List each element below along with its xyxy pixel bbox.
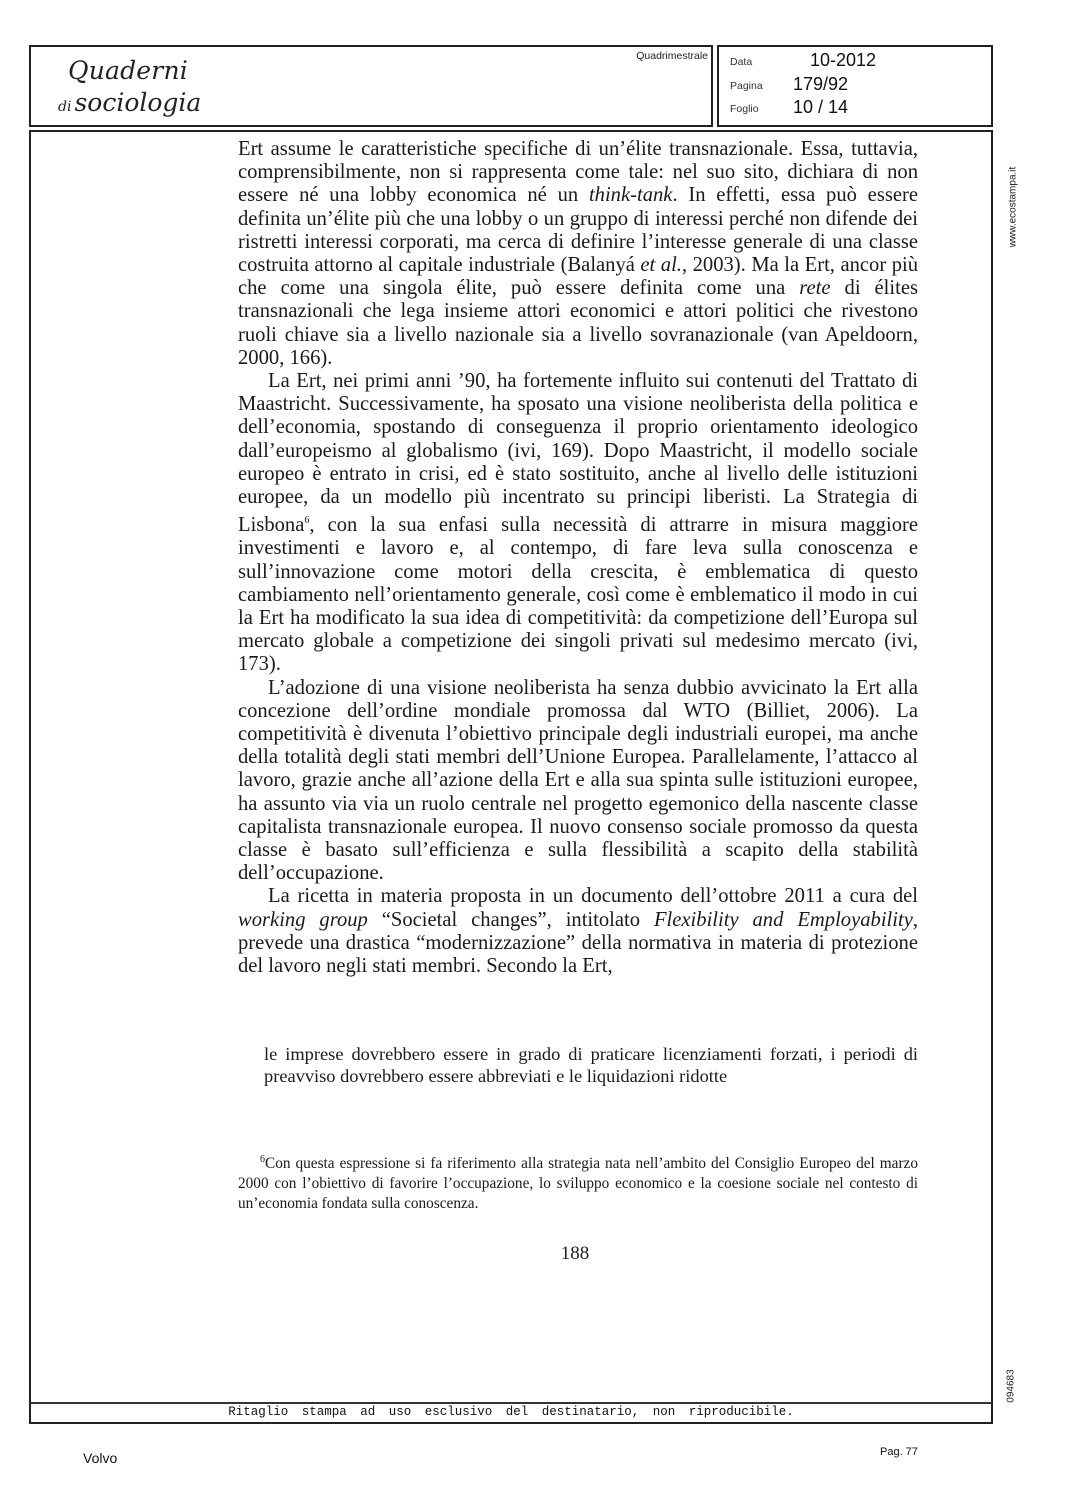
meta-pagina-label: Pagina	[730, 80, 763, 92]
p4-text-c: , prevede una drastica “modernizzazione” della normativa in materia di protezione del lavoro negli stati membri. Secondo la Ert,	[238, 908, 918, 977]
p4-text-a: La ricetta in materia proposta in un documento dell’ottobre 2011 a cura del	[268, 885, 918, 908]
meta-foglio-value: 10 / 14	[793, 97, 849, 117]
meta-pagina-value: 179/92	[793, 74, 849, 94]
p2-text-b: , con la sua enfasi sulla necessità di attrarre in misura maggiore investimenti e lavoro e, al contempo, di fare leva sulla conoscenza e sull’innovazione come motori della crescita, è emblematica di questo cambiamento nell’orientamento generale, così come è emblematico il modo in cui la Ert ha modificato la sua idea di competitività: da competizione dell’Europa sul mercato globale a competizione dei singoli privati sul medesimo mercato (ivi, 173).	[238, 514, 918, 676]
side-code-text: 094683	[1005, 1369, 1017, 1403]
magazine-title-line2	[58, 88, 201, 117]
page-number: 188	[560, 1243, 590, 1264]
p1-italic-et-al: et al.	[640, 254, 682, 277]
magazine-title-sociologia: sociologia	[74, 88, 202, 117]
page-reference: Pag. 77	[880, 1446, 918, 1458]
source-label: Volvo	[83, 1450, 118, 1466]
paragraph-1	[238, 138, 918, 370]
p4-italic-title: Flexibility and Employability	[653, 908, 913, 931]
clipping-notice: Ritaglio stampa ad uso esclusivo del destinatario, non riproducibile.	[228, 1405, 794, 1419]
side-watermark-url	[1006, 152, 1020, 262]
p1-italic-think-tank: think-tank	[588, 184, 673, 207]
side-clipping-code	[1004, 1365, 1018, 1407]
footnote-reference: 6	[304, 515, 310, 527]
block-quote: le imprese dovrebbero essere in grado di praticare licenziamenti forzati, i periodi di preavviso dovrebbero essere abbreviati e le liquidazioni ridotte	[264, 1044, 918, 1086]
p1-text-c: , 2003). Ma la Ert, ancor più che come una singola élite, può essere definita come una	[238, 254, 919, 300]
paragraph-2	[238, 370, 918, 677]
p1-text-b: . In effetti, essa può essere definita un’élite più che una lobby o un gruppo di interessi perché non difende dei ristretti interessi corporati, ma cerca di definire l’interesse generale di una classe costruita attorno al capitale industriale (Balanyá	[238, 184, 918, 277]
paragraph-4	[238, 885, 918, 978]
footnote-mark: 6	[260, 1154, 265, 1165]
periodicity-label: Quadrimestrale	[636, 50, 708, 62]
p4-italic-working-group: working group	[238, 908, 368, 931]
p1-text-d: di élites transnazionali che lega insieme attori economici e attori politici che rivestono ruoli chiave sia a livello nazionale sia a livello sovranazionale (van Apeldoorn, 2000, 166).	[238, 277, 918, 369]
p2-text-a: La Ert, nei primi anni ’90, ha fortemente influito sui contenuti del Trattato di Maastricht. Successivamente, ha sposato una visione neoliberista della politica e dell’economia, spostando di conseguenza il proprio orientamento ideologico dall’europeismo al globalismo (ivi, 169). Dopo Maastricht, il modello sociale europeo è entrato in crisi, ed è stato sostituito, anche al livello delle istituzioni europee, da un modello più incentrato su principi liberisti. La Strategia di Lisbona	[238, 370, 918, 537]
footer-divider	[31, 1402, 991, 1404]
meta-data-label: Data	[730, 56, 753, 68]
footnote	[238, 1150, 918, 1214]
meta-foglio-label: Foglio	[730, 103, 759, 115]
paragraph-3: L’adozione di una visione neoliberista ha senza dubbio avvicinato la Ert alla concezione dell’ordine mondiale promossa dal WTO (Billiet, 2006). La competitività è divenuta l’obiettivo principale degli industriali europei, ma anche della totalità degli stati membri dell’Unione Europea. Parallelamente, l’attacco al lavoro, grazie anche all’azione della Ert e alla sua spinta sulle istituzioni europee, ha assunto via via un ruolo centrale nel progetto egemonico della nascente classe capitalista transnazionale europea. Il nuovo consenso sociale promosso da questa classe è basato sull’efficienza e sulla flessibilità a scapito della stabilità dell’occupazione.	[238, 676, 918, 885]
magazine-title-di: di	[58, 99, 72, 115]
meta-data-value: 10-2012	[810, 50, 877, 70]
p4-text-b: “Societal changes”, intitolato	[367, 908, 654, 931]
footnote-text: Con questa espressione si fa riferimento alla strategia nata nell’ambito del Consiglio Europeo del marzo 2000 con l’obiettivo di favorire l’occupazione, lo sviluppo economico e la coesione sociale nel contesto di un’economia fondata sulla conoscenza.	[238, 1155, 918, 1213]
p1-text-a: Ert assume le caratteristiche specifiche di un’élite transnazionale. Essa, tuttavia, comprensibilmente, non si rappresenta come tale: nel suo sito, dichiara di non essere né una lobby economica né un	[238, 138, 918, 207]
article-body	[238, 138, 918, 978]
side-url-text: www.ecostampa.it	[1007, 166, 1019, 248]
magazine-title-line1: Quaderni	[68, 56, 188, 85]
p1-italic-rete: rete	[799, 277, 831, 300]
